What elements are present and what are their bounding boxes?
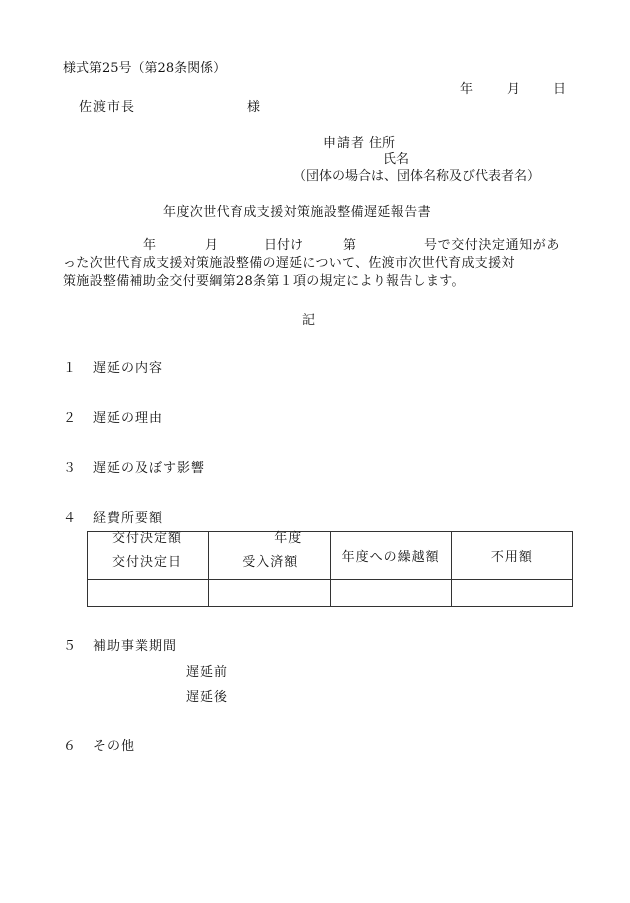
cost-header-col4: 不用額	[451, 532, 572, 580]
form-number: 様式第25号（第28条関係）	[63, 61, 227, 76]
item-other: ６ その他	[63, 739, 136, 754]
body-day: 日付け	[264, 238, 304, 253]
date-month-label: 月	[507, 82, 521, 97]
name-label: 氏名	[383, 152, 410, 167]
cost-header-col2: 年度 受入済額	[209, 532, 330, 580]
document-title: 年度次世代育成支援対策施設整備遅延報告書	[163, 205, 432, 220]
body-line3: 策施設整備補助金交付要綱第28条第１項の規定により報告します。	[63, 274, 465, 289]
item-delay-content: １ 遅延の内容	[63, 361, 164, 376]
cost-cell[interactable]	[451, 580, 572, 607]
cost-cell[interactable]	[209, 580, 330, 607]
period-after: 遅延後	[186, 690, 229, 705]
honorific: 様	[247, 100, 261, 115]
item-project-period: ５ 補助事業期間	[63, 639, 178, 654]
cost-cell[interactable]	[330, 580, 451, 607]
cost-header-col1: 交付決定額 交付決定日	[88, 532, 209, 580]
cost-table	[87, 531, 573, 607]
date-year-label: 年	[460, 82, 474, 97]
item-cost: ４ 経費所要額	[63, 511, 164, 526]
address-label: 住所	[369, 136, 396, 151]
applicant-label: 申請者	[323, 136, 366, 151]
body-dai: 第	[343, 238, 357, 253]
period-before: 遅延前	[186, 665, 229, 680]
ki-heading: 記	[302, 313, 316, 328]
date-day-label: 日	[553, 82, 567, 97]
addressee: 佐渡市長	[79, 100, 136, 115]
cost-cell[interactable]	[88, 580, 209, 607]
organization-note: （団体の場合は、団体名称及び代表者名）	[293, 169, 541, 184]
item-delay-reason: ２ 遅延の理由	[63, 411, 164, 426]
body-line1-tail: 号で交付決定通知があ	[424, 238, 561, 253]
body-month: 月	[205, 238, 219, 253]
body-line2: った次世代育成支援対策施設整備の遅延について、佐渡市次世代育成支援対	[63, 256, 515, 271]
item-delay-impact: ３ 遅延の及ぼす影響	[63, 461, 206, 476]
cost-header-col3: 年度への繰越額	[330, 532, 451, 580]
body-year: 年	[143, 238, 157, 253]
